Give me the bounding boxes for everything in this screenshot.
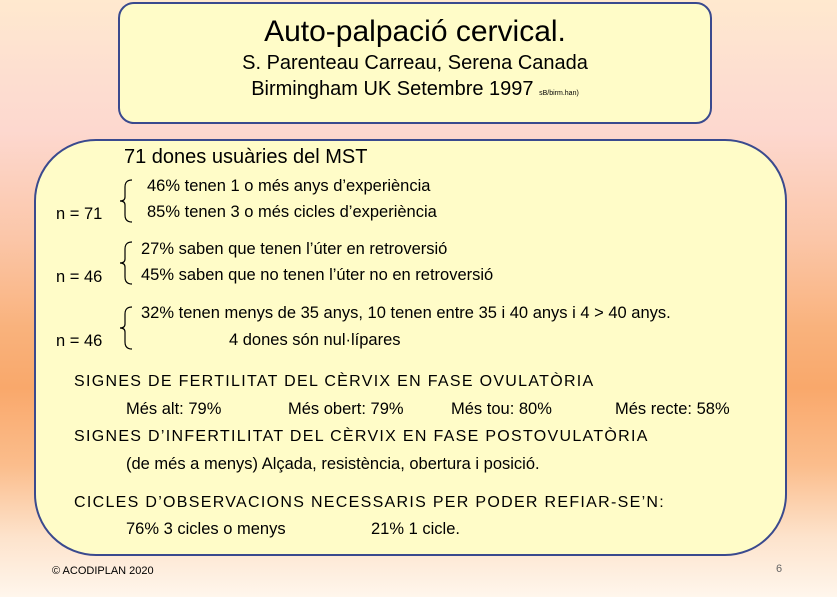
location-date bbox=[120, 76, 710, 107]
group2-line1: 27% saben que tenen l’úter en retroversió bbox=[141, 240, 448, 258]
group3-n-label: n = 46 bbox=[56, 332, 103, 350]
brace-group-2 bbox=[118, 240, 134, 286]
page-number: 6 bbox=[776, 563, 783, 575]
group2-line2: 45% saben que no tenen l’úter no en retroversió bbox=[141, 266, 494, 284]
group3-line2: 4 dones són nul·lípares bbox=[229, 331, 401, 349]
cycles-heading: CICLES D’OBSERVACIONS NECESSARIS PER PODER REFIAR-SE’N: bbox=[74, 494, 666, 511]
cycles-item-2: 21% 1 cicle. bbox=[371, 520, 460, 538]
fertility-item-4: Més recte: 58% bbox=[615, 400, 730, 418]
slide-title: Auto-palpació cervical. bbox=[264, 15, 566, 48]
reference-code: sB/birm.han) bbox=[539, 90, 579, 97]
fertility-item-1: Més alt: 79% bbox=[126, 400, 222, 418]
location-text: Birmingham UK Setembre 1997 bbox=[251, 78, 534, 100]
fertility-heading: SIGNES DE FERTILITAT DEL CÈRVIX EN FASE OVULATÒRIA bbox=[74, 373, 595, 390]
title-box bbox=[118, 2, 712, 124]
cycles-item-1: 76% 3 cicles o menys bbox=[126, 520, 286, 538]
group1-line2: 85% tenen 3 o més cicles d’experiència bbox=[147, 203, 437, 221]
group1-n-label: n = 71 bbox=[56, 205, 103, 223]
fertility-item-3: Més tou: 80% bbox=[451, 400, 552, 418]
group1-line1: 46% tenen 1 o més anys d’experiència bbox=[147, 177, 431, 195]
copyright-footer: © ACODIPLAN 2020 bbox=[52, 565, 154, 577]
authors: S. Parenteau Carreau, Serena Canada bbox=[242, 52, 588, 74]
group2-n-label: n = 46 bbox=[56, 268, 103, 286]
infertility-text: (de més a menys) Alçada, resistència, obertura i posició. bbox=[126, 455, 540, 473]
group3-line1: 32% tenen menys de 35 anys, 10 tenen entre 35 i 40 anys i 4 > 40 anys. bbox=[141, 304, 671, 322]
fertility-item-2: Més obert: 79% bbox=[288, 400, 404, 418]
brace-group-3 bbox=[118, 305, 134, 351]
infertility-heading: SIGNES D’INFERTILITAT DEL CÈRVIX EN FASE POSTOVULATÒRIA bbox=[74, 428, 649, 445]
content-heading: 71 dones usuàries del MST bbox=[124, 146, 368, 168]
brace-group-1 bbox=[118, 178, 134, 224]
